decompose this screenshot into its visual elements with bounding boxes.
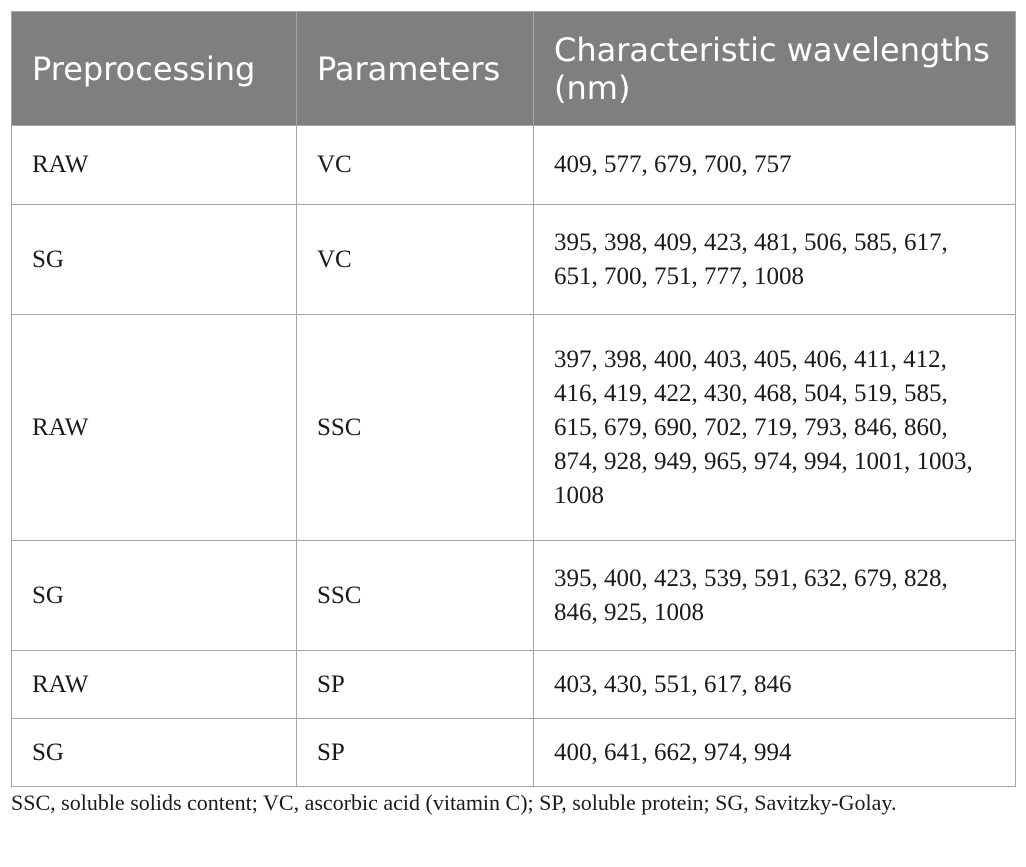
table-row [12, 541, 1016, 651]
preprocessing-cell: SG [12, 719, 297, 787]
parameter-cell: SP [297, 651, 534, 719]
parameter-cell: SSC [297, 315, 534, 541]
preprocessing-cell: SG [12, 541, 297, 651]
wavelengths-cell: 409, 577, 679, 700, 757 [534, 126, 1016, 205]
preprocessing-cell: RAW [12, 126, 297, 205]
preprocessing-cell: RAW [12, 651, 297, 719]
wavelengths-cell: 395, 398, 409, 423, 481, 506, 585, 617, 651, 700, 751, 777, 1008 [534, 205, 1016, 315]
table-row [12, 719, 1016, 787]
table-row [12, 651, 1016, 719]
parameter-cell: SSC [297, 541, 534, 651]
wavelengths-cell: 400, 641, 662, 974, 994 [534, 719, 1016, 787]
parameter-cell: SP [297, 719, 534, 787]
table-row [12, 205, 1016, 315]
header-preprocessing: Preprocessing [12, 12, 297, 126]
wavelength-table [11, 11, 1016, 787]
table-footnote: SSC, soluble solids content; VC, ascorbic acid (vitamin C); SP, soluble protein; SG, Savitzky-Golay. [11, 790, 897, 815]
wavelengths-cell: 403, 430, 551, 617, 846 [534, 651, 1016, 719]
parameter-cell: VC [297, 205, 534, 315]
preprocessing-cell: SG [12, 205, 297, 315]
wavelengths-cell: 395, 400, 423, 539, 591, 632, 679, 828, 846, 925, 1008 [534, 541, 1016, 651]
preprocessing-cell: RAW [12, 315, 297, 541]
parameter-cell: VC [297, 126, 534, 205]
table-row [12, 126, 1016, 205]
table-row [12, 315, 1016, 541]
header-characteristic-wavelengths: Characteristic wavelengths (nm) [534, 12, 1016, 126]
table-header-row [12, 12, 1016, 126]
wavelengths-cell: 397, 398, 400, 403, 405, 406, 411, 412, 416, 419, 422, 430, 468, 504, 519, 585, 615, 679, 690, 702, 719, 793, 846, 860, 874, 928, 949, 965, 974, 994, 1001, 1003, 1008 [534, 315, 1016, 541]
header-parameters: Parameters [297, 12, 534, 126]
